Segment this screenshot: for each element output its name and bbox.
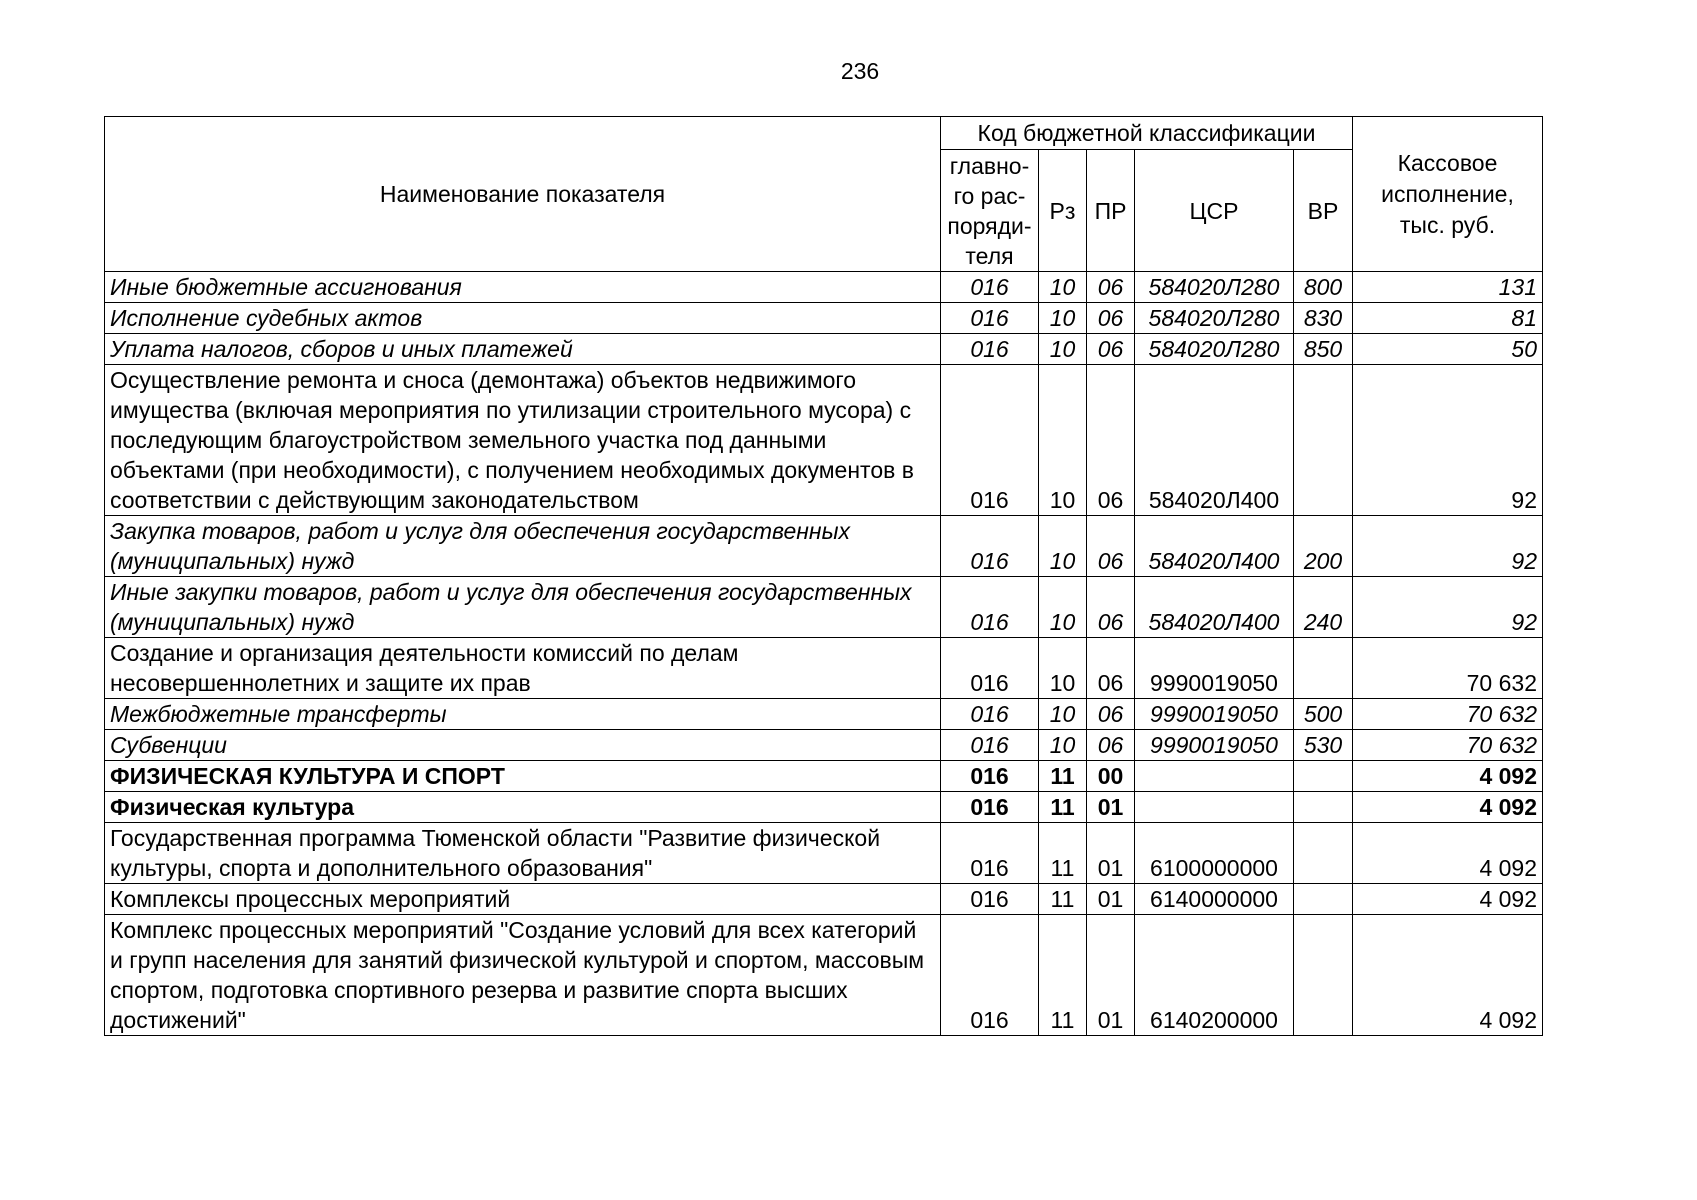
- header-vr: ВР: [1294, 150, 1353, 272]
- row-grbs: 016: [941, 761, 1039, 792]
- page-number: 236: [840, 58, 880, 84]
- header-csr: ЦСР: [1135, 150, 1294, 272]
- row-pr: 06: [1087, 577, 1135, 638]
- row-name: Иные закупки товаров, работ и услуг для обеспечения государственных (муниципальных) нужд: [105, 577, 941, 638]
- row-grbs: 016: [941, 823, 1039, 884]
- row-vr: 200: [1294, 516, 1353, 577]
- row-pr: 06: [1087, 365, 1135, 516]
- row-name: Осуществление ремонта и сноса (демонтажа) объектов недвижимого имущества (включая мероприятия по утилизации строительного мусора) с последующим благоустройством земельного участка под данными объектами (при необходимости), с получением необходимых документов в соответствии с действующим законодательством: [105, 365, 941, 516]
- row-vr: [1294, 638, 1353, 699]
- row-name: Иные бюджетные ассигнования: [105, 272, 941, 303]
- row-grbs: 016: [941, 303, 1039, 334]
- row-csr: 9990019050: [1135, 699, 1294, 730]
- row-pr: 01: [1087, 915, 1135, 1036]
- row-rz: 11: [1039, 915, 1087, 1036]
- header-grbs: главно-го рас-поряди-теля: [941, 150, 1039, 272]
- row-csr: [1135, 761, 1294, 792]
- header-classification: Код бюджетной классификации: [941, 117, 1353, 150]
- row-csr: 6100000000: [1135, 823, 1294, 884]
- row-csr: 9990019050: [1135, 730, 1294, 761]
- row-rz: 10: [1039, 516, 1087, 577]
- row-vr: [1294, 823, 1353, 884]
- row-rz: 10: [1039, 730, 1087, 761]
- row-vr: [1294, 884, 1353, 915]
- row-csr: 584020Л400: [1135, 516, 1294, 577]
- row-csr: [1135, 792, 1294, 823]
- row-grbs: 016: [941, 638, 1039, 699]
- row-sum: 4 092: [1353, 915, 1543, 1036]
- table-row: [105, 792, 1543, 823]
- row-vr: 800: [1294, 272, 1353, 303]
- row-sum: 70 632: [1353, 638, 1543, 699]
- table-row: [105, 699, 1543, 730]
- table-row: [105, 638, 1543, 699]
- row-name: Физическая культура: [105, 792, 941, 823]
- row-name: Государственная программа Тюменской области "Развитие физической культуры, спорта и дополнительного образования": [105, 823, 941, 884]
- row-grbs: 016: [941, 699, 1039, 730]
- table-row: [105, 303, 1543, 334]
- row-grbs: 016: [941, 577, 1039, 638]
- row-rz: 10: [1039, 638, 1087, 699]
- row-pr: 00: [1087, 761, 1135, 792]
- row-rz: 10: [1039, 272, 1087, 303]
- row-sum: 131: [1353, 272, 1543, 303]
- row-sum: 92: [1353, 516, 1543, 577]
- row-sum: 70 632: [1353, 730, 1543, 761]
- row-rz: 10: [1039, 577, 1087, 638]
- row-sum: 50: [1353, 334, 1543, 365]
- row-sum: 70 632: [1353, 699, 1543, 730]
- row-pr: 06: [1087, 303, 1135, 334]
- row-rz: 10: [1039, 303, 1087, 334]
- row-rz: 10: [1039, 699, 1087, 730]
- table-row: [105, 365, 1543, 516]
- row-rz: 11: [1039, 761, 1087, 792]
- row-sum: 4 092: [1353, 761, 1543, 792]
- row-vr: 530: [1294, 730, 1353, 761]
- row-name: Комплексы процессных мероприятий: [105, 884, 941, 915]
- header-sum: Кассовое исполнение, тыс. руб.: [1353, 117, 1543, 272]
- table-row: [105, 577, 1543, 638]
- header-pr: ПР: [1087, 150, 1135, 272]
- row-name: Создание и организация деятельности комиссий по делам несовершеннолетних и защите их прав: [105, 638, 941, 699]
- row-name: Уплата налогов, сборов и иных платежей: [105, 334, 941, 365]
- row-pr: 06: [1087, 638, 1135, 699]
- header-name: Наименование показателя: [105, 117, 941, 272]
- row-sum: 4 092: [1353, 884, 1543, 915]
- table-row: [105, 272, 1543, 303]
- row-grbs: 016: [941, 272, 1039, 303]
- row-name: Субвенции: [105, 730, 941, 761]
- table-row: [105, 915, 1543, 1036]
- row-vr: [1294, 761, 1353, 792]
- row-sum: 4 092: [1353, 792, 1543, 823]
- row-vr: [1294, 365, 1353, 516]
- row-csr: 584020Л280: [1135, 272, 1294, 303]
- row-grbs: 016: [941, 792, 1039, 823]
- table-row: [105, 823, 1543, 884]
- row-csr: 6140200000: [1135, 915, 1294, 1036]
- row-pr: 01: [1087, 823, 1135, 884]
- row-name: Исполнение судебных актов: [105, 303, 941, 334]
- row-grbs: 016: [941, 334, 1039, 365]
- row-rz: 11: [1039, 823, 1087, 884]
- row-vr: 830: [1294, 303, 1353, 334]
- row-rz: 11: [1039, 792, 1087, 823]
- row-vr: 240: [1294, 577, 1353, 638]
- row-grbs: 016: [941, 730, 1039, 761]
- row-sum: 81: [1353, 303, 1543, 334]
- row-rz: 10: [1039, 334, 1087, 365]
- table-row: [105, 334, 1543, 365]
- row-vr: 850: [1294, 334, 1353, 365]
- row-pr: 06: [1087, 516, 1135, 577]
- row-csr: 584020Л400: [1135, 365, 1294, 516]
- row-pr: 06: [1087, 272, 1135, 303]
- row-grbs: 016: [941, 516, 1039, 577]
- row-pr: 01: [1087, 884, 1135, 915]
- table-row: [105, 761, 1543, 792]
- row-grbs: 016: [941, 884, 1039, 915]
- budget-table: [104, 116, 1543, 1036]
- row-pr: 06: [1087, 730, 1135, 761]
- row-sum: 4 092: [1353, 823, 1543, 884]
- table-row: [105, 730, 1543, 761]
- row-grbs: 016: [941, 915, 1039, 1036]
- table-row: [105, 516, 1543, 577]
- header-rz: Рз: [1039, 150, 1087, 272]
- row-pr: 01: [1087, 792, 1135, 823]
- row-name: Закупка товаров, работ и услуг для обеспечения государственных (муниципальных) нужд: [105, 516, 941, 577]
- row-csr: 584020Л280: [1135, 303, 1294, 334]
- row-name: ФИЗИЧЕСКАЯ КУЛЬТУРА И СПОРТ: [105, 761, 941, 792]
- table-row: [105, 884, 1543, 915]
- row-vr: [1294, 792, 1353, 823]
- row-grbs: 016: [941, 365, 1039, 516]
- row-name: Межбюджетные трансферты: [105, 699, 941, 730]
- row-sum: 92: [1353, 577, 1543, 638]
- row-pr: 06: [1087, 334, 1135, 365]
- row-rz: 11: [1039, 884, 1087, 915]
- row-csr: 584020Л400: [1135, 577, 1294, 638]
- row-csr: 6140000000: [1135, 884, 1294, 915]
- row-rz: 10: [1039, 365, 1087, 516]
- row-name: Комплекс процессных мероприятий "Создание условий для всех категорий и групп населения для занятий физической культурой и спортом, массовым спортом, подготовка спортивного резерва и развитие спорта высших достижений": [105, 915, 941, 1036]
- row-csr: 9990019050: [1135, 638, 1294, 699]
- row-vr: 500: [1294, 699, 1353, 730]
- row-sum: 92: [1353, 365, 1543, 516]
- row-csr: 584020Л280: [1135, 334, 1294, 365]
- row-vr: [1294, 915, 1353, 1036]
- row-pr: 06: [1087, 699, 1135, 730]
